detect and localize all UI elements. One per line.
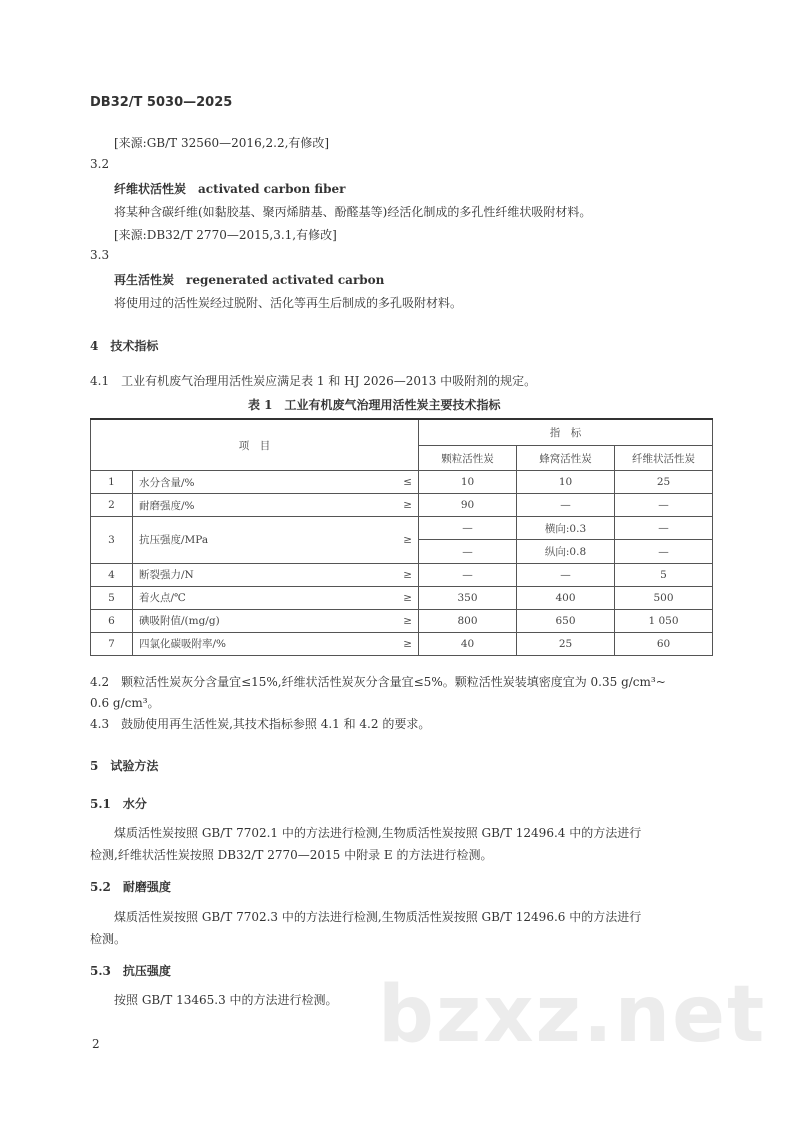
fiber-value: — [615, 540, 713, 563]
granular-value: 350 [419, 586, 517, 609]
table-row [91, 609, 713, 632]
clause-5-2-line-1: 煤质活性炭按照 GB/T 7702.3 中的方法进行检测,生物质活性炭按照 GB/T 12496.6 中的方法进行 [114, 910, 642, 924]
table-caption: 表 1 工业有机废气治理用活性炭主要技术指标 [248, 398, 501, 412]
table-row [91, 471, 713, 494]
spec-table [90, 418, 713, 656]
clause-number-3-3: 3.3 [90, 248, 110, 262]
fiber-value: 60 [615, 632, 713, 655]
honeycomb-value: 10 [517, 471, 615, 494]
granular-value: 10 [419, 471, 517, 494]
honeycomb-value: 25 [517, 632, 615, 655]
page-number: 2 [92, 1037, 100, 1051]
clause-title-5-1: 5.1 水分 [90, 797, 147, 811]
indicator-name: 碘吸附值/(mg/g) [133, 609, 373, 632]
comparison-operator: ≥ [373, 609, 419, 632]
term-3-2: 纤维状活性炭 activated carbon fiber [114, 182, 346, 196]
indicator-name: 着火点/℃ [133, 586, 373, 609]
clause-title-5-3: 5.3 抗压强度 [90, 964, 171, 978]
watermark: bzxz.net [378, 970, 767, 1060]
honeycomb-value: 横向:0.3 [517, 517, 615, 540]
table-row [91, 563, 713, 586]
header-item: 项 目 [91, 419, 419, 471]
table-row [91, 494, 713, 517]
clause-5-3-line-1: 按照 GB/T 13465.3 中的方法进行检测。 [114, 993, 338, 1007]
definition-3-3: 将使用过的活性炭经过脱附、活化等再生后制成的多孔吸附材料。 [114, 296, 463, 310]
section-title-5: 5 试验方法 [90, 759, 159, 773]
section-title-4: 4 技术指标 [90, 339, 159, 353]
granular-value: 40 [419, 632, 517, 655]
clause-4-1: 4.1 工业有机废气治理用活性炭应满足表 1 和 HJ 2026—2013 中吸附剂的规定。 [90, 374, 537, 388]
clause-4-3: 4.3 鼓励使用再生活性炭,其技术指标参照 4.1 和 4.2 的要求。 [90, 717, 431, 731]
clause-5-2-line-2: 检测。 [90, 932, 127, 946]
comparison-operator: ≥ [373, 517, 419, 563]
header-index: 指 标 [419, 419, 713, 445]
fiber-value: — [615, 494, 713, 517]
indicator-name: 耐磨强度/% [133, 494, 373, 517]
indicator-name: 四氯化碳吸附率/% [133, 632, 373, 655]
table-row [91, 632, 713, 655]
table-row [91, 586, 713, 609]
row-number: 7 [91, 632, 133, 655]
granular-value: 90 [419, 494, 517, 517]
indicator-name: 抗压强度/MPa [133, 517, 373, 563]
row-number: 5 [91, 586, 133, 609]
comparison-operator: ≥ [373, 632, 419, 655]
row-number: 4 [91, 563, 133, 586]
honeycomb-value: — [517, 494, 615, 517]
granular-value: — [419, 540, 517, 563]
row-number: 3 [91, 517, 133, 563]
honeycomb-value: 400 [517, 586, 615, 609]
granular-value: — [419, 517, 517, 540]
clause-4-2-line-1: 4.2 颗粒活性炭灰分含量宜≤15%,纤维状活性炭灰分含量宜≤5%。颗粒活性炭装填密度宜为 0.35 g/cm³~ [90, 675, 666, 689]
clause-5-1-line-2: 检测,纤维状活性炭按照 DB32/T 2770—2015 中附录 E 的方法进行检测。 [90, 848, 493, 862]
table-row [91, 517, 713, 540]
source-note-3-2: [来源:DB32/T 2770—2015,3.1,有修改] [114, 228, 337, 242]
comparison-operator: ≥ [373, 563, 419, 586]
row-number: 1 [91, 471, 133, 494]
clause-title-5-2: 5.2 耐磨强度 [90, 880, 171, 894]
header-honeycomb: 蜂窝活性炭 [517, 445, 615, 470]
source-note-3-1: [来源:GB/T 32560—2016,2.2,有修改] [114, 136, 330, 150]
indicator-name: 水分含量/% [133, 471, 373, 494]
honeycomb-value: — [517, 563, 615, 586]
honeycomb-value: 纵向:0.8 [517, 540, 615, 563]
granular-value: — [419, 563, 517, 586]
comparison-operator: ≤ [373, 471, 419, 494]
comparison-operator: ≥ [373, 494, 419, 517]
header-granular: 颗粒活性炭 [419, 445, 517, 470]
honeycomb-value: 650 [517, 609, 615, 632]
fiber-value: — [615, 517, 713, 540]
document-code: DB32/T 5030—2025 [90, 95, 233, 110]
granular-value: 800 [419, 609, 517, 632]
row-number: 2 [91, 494, 133, 517]
clause-number-3-2: 3.2 [90, 157, 110, 171]
clause-4-2-line-2: 0.6 g/cm³。 [90, 696, 160, 710]
definition-3-2: 将某种含碳纤维(如黏胶基、聚丙烯腈基、酚醛基等)经活化制成的多孔性纤维状吸附材料。 [114, 205, 592, 219]
clause-5-1-line-1: 煤质活性炭按照 GB/T 7702.1 中的方法进行检测,生物质活性炭按照 GB/T 12496.4 中的方法进行 [114, 826, 642, 840]
term-3-3: 再生活性炭 regenerated activated carbon [114, 273, 385, 287]
fiber-value: 25 [615, 471, 713, 494]
header-fiber: 纤维状活性炭 [615, 445, 713, 470]
fiber-value: 500 [615, 586, 713, 609]
indicator-name: 断裂强力/N [133, 563, 373, 586]
fiber-value: 1 050 [615, 609, 713, 632]
comparison-operator: ≥ [373, 586, 419, 609]
row-number: 6 [91, 609, 133, 632]
fiber-value: 5 [615, 563, 713, 586]
